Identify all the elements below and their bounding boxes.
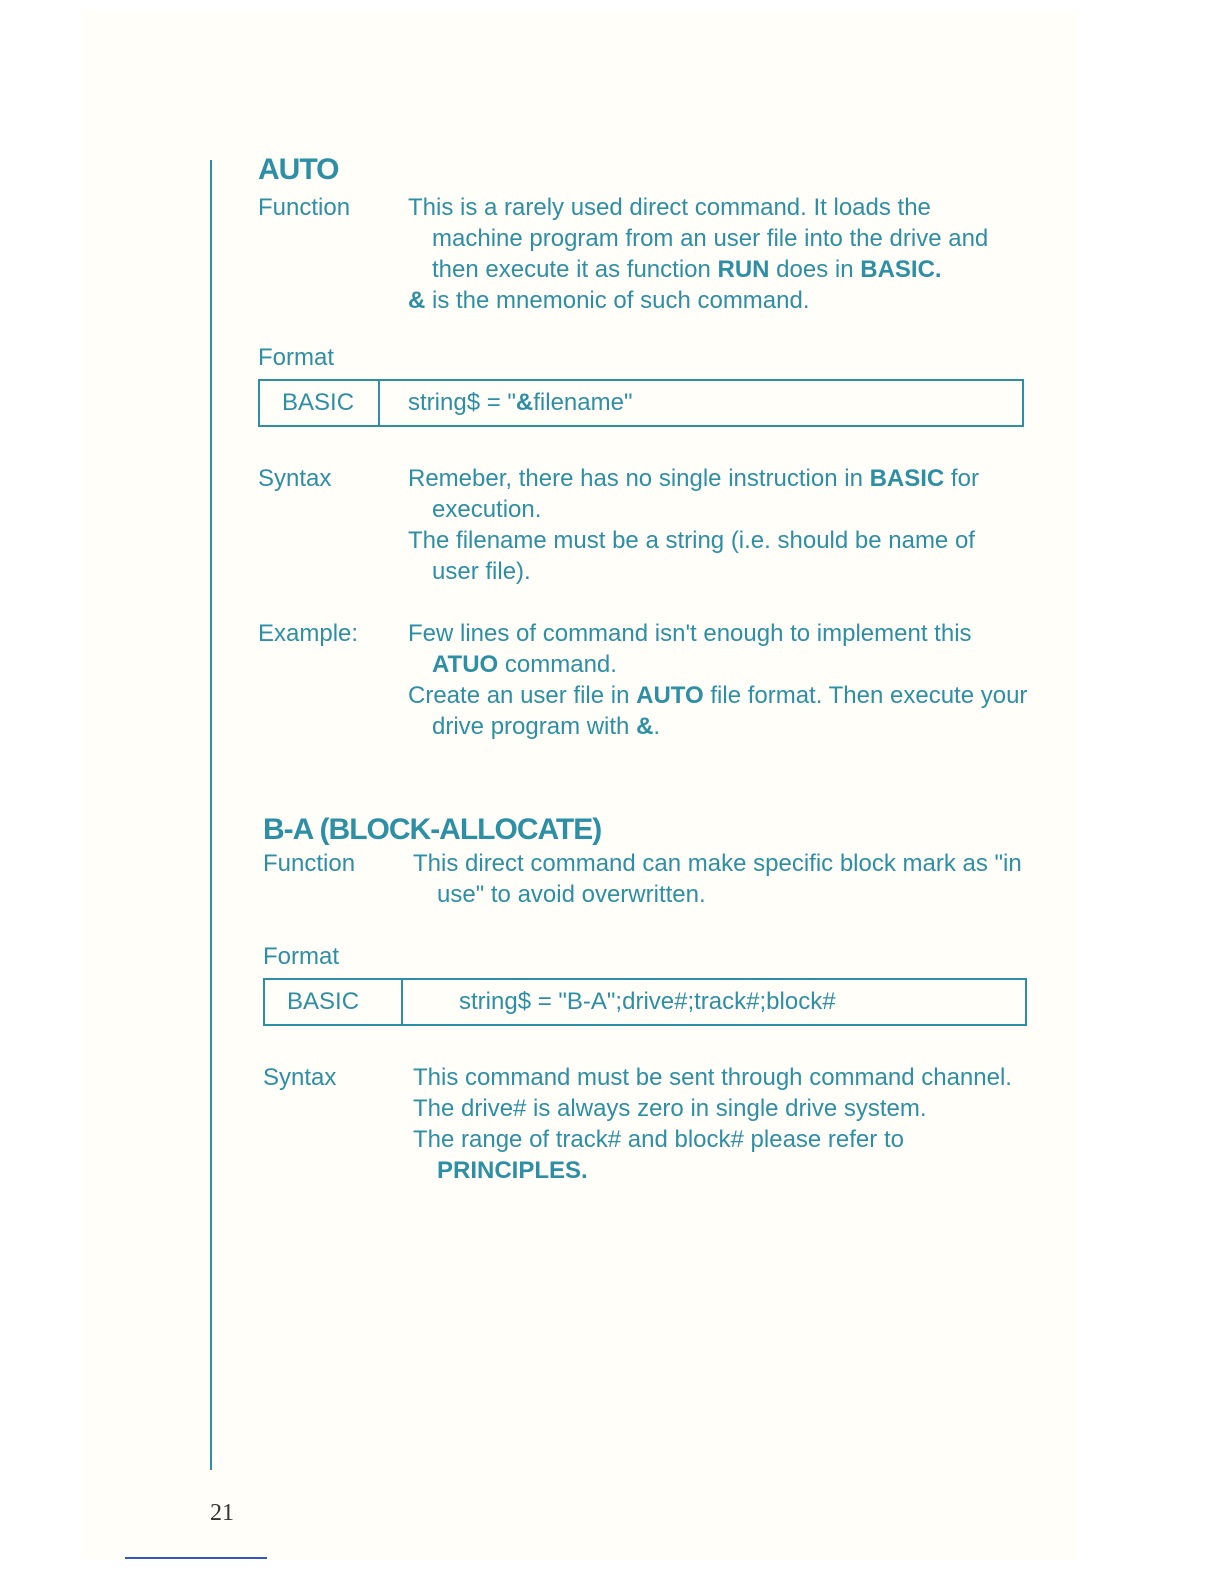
auto-function-label: Function — [258, 194, 351, 221]
ba-format-code: string$ = "B-A";drive#;track#;block# — [459, 988, 836, 1015]
ba-format-lang: BASIC — [265, 980, 403, 1024]
auto-example-row — [258, 618, 1028, 742]
auto-syntax-text: Remeber, there has no single instruction in BASIC for execution. The filename must be a string (i.e. should be name of user file). — [408, 465, 979, 585]
margin-rule — [210, 160, 212, 1470]
auto-section — [258, 152, 1028, 742]
auto-function-row — [258, 192, 1028, 316]
ba-format-box — [263, 978, 1027, 1026]
footer-underline — [125, 1557, 267, 1559]
ba-syntax-label: Syntax — [263, 1064, 337, 1091]
auto-example-label: Example: — [258, 620, 359, 647]
ba-syntax-row — [263, 1062, 1033, 1186]
auto-format-lang: BASIC — [260, 381, 380, 425]
auto-syntax-row — [258, 463, 1028, 587]
ba-syntax-text: This command must be sent through command channel. The drive# is always zero in single drive system. The range of track# and block# please refer to PRINCIPLES. — [413, 1064, 1012, 1184]
auto-function-text: This is a rarely used direct command. It loads the machine program from an user file into the drive and then execute it as function RUN does in BASIC. & is the mnemonic of such command. — [408, 194, 989, 314]
ba-title: B-A (BLOCK-ALLOCATE) — [263, 813, 602, 846]
ba-function-row — [263, 848, 1033, 910]
auto-format-box — [258, 379, 1024, 427]
auto-format-label: Format — [258, 344, 335, 371]
ba-function-label: Function — [263, 850, 356, 877]
ba-function-text: This direct command can make specific block mark as "in use" to avoid overwritten. — [413, 850, 1022, 908]
auto-title: AUTO — [258, 153, 339, 186]
auto-format-code: string$ = " & filename" — [408, 389, 633, 416]
auto-syntax-label: Syntax — [258, 465, 332, 492]
ba-section — [263, 812, 1033, 1186]
page-number: 21 — [210, 1500, 234, 1526]
ba-format-label: Format — [263, 943, 340, 970]
auto-example-text: Few lines of command isn't enough to implement this ATUO command. Create an user file in AUTO file format. Then execute your drive program with &. — [408, 620, 1028, 740]
